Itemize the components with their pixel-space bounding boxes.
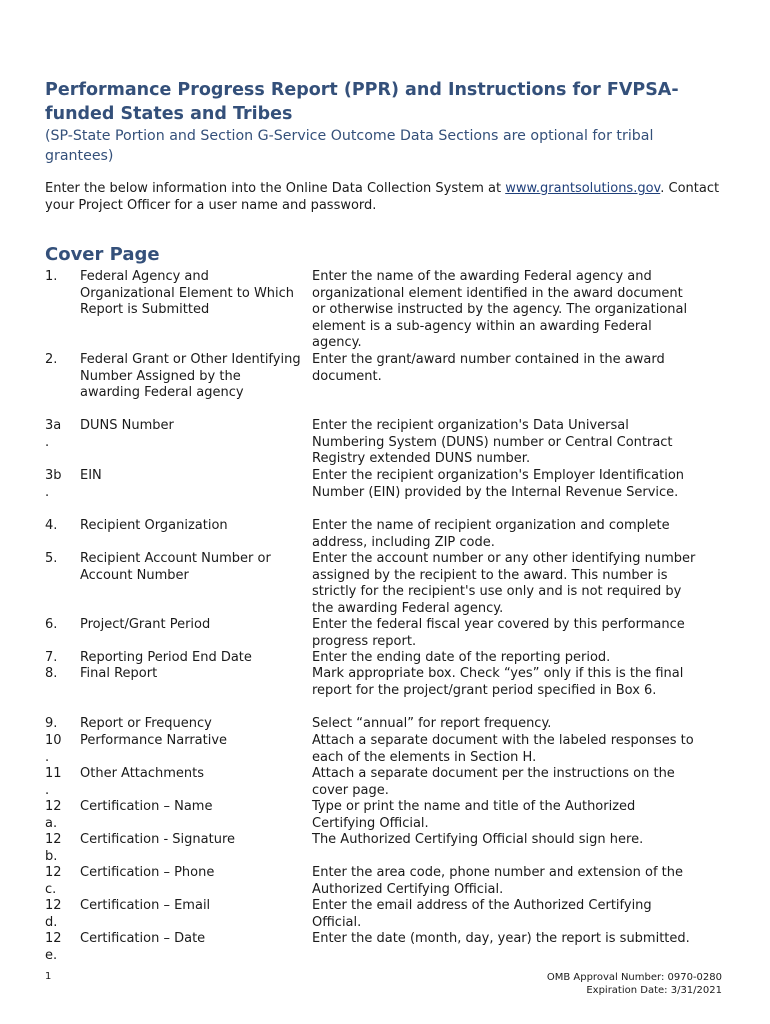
- field-instruction: Select “annual” for report frequency.: [312, 716, 552, 731]
- item-number: 8.: [45, 666, 58, 681]
- field-instruction: Attach a separate document per the instructions on the cover page.: [312, 766, 675, 798]
- field-instruction: Enter the name of recipient organization and complete address, including ZIP code.: [312, 518, 670, 550]
- item-number: 10 .: [45, 733, 62, 765]
- field-instruction: Enter the federal fiscal year covered by this performance progress report.: [312, 617, 685, 649]
- field-name: Performance Narrative: [80, 733, 228, 748]
- field-instruction: Enter the grant/award number contained in the award document.: [312, 352, 665, 384]
- item-number: 7.: [45, 650, 58, 665]
- field-instruction: Enter the recipient organization's Employer Identification Number (EIN) provided by the Internal Revenue Service.: [312, 468, 685, 500]
- field-instruction: Enter the name of the awarding Federal agency and organizational element identified in the award document or otherwise instructed by the agency. The organizational element is a sub-agency within an awarding Federal agency.: [312, 269, 688, 350]
- field-instruction: Enter the email address of the Authorized Certifying Official.: [312, 898, 652, 930]
- field-name: Recipient Account Number or Account Number: [80, 551, 271, 583]
- field-instruction: Enter the account number or any other identifying number assigned by the recipient to the award. This number is strictly for the recipient's use only and is not required by the awarding Federal agency.: [312, 551, 696, 616]
- item-number: 12 d.: [45, 898, 62, 930]
- omb-approval-number: OMB Approval Number: 0970-0280: [546, 972, 722, 983]
- item-number: 9.: [45, 716, 58, 731]
- intro-paragraph: [45, 180, 735, 214]
- item-number: 12 e.: [45, 931, 62, 963]
- field-name: Reporting Period End Date: [80, 650, 252, 665]
- field-instruction: Enter the recipient organization's Data Universal Numbering System (DUNS) number or Central Contract Registry extended DUNS number.: [312, 418, 673, 466]
- intro-text-before: Enter the below information into the Online Data Collection System at: [45, 181, 506, 196]
- document-subtitle: (SP-State Portion and Section G-Service Outcome Data Sections are optional for tribal grantees): [45, 128, 654, 164]
- field-instruction: Enter the date (month, day, year) the report is submitted.: [312, 931, 690, 946]
- page-number: 1: [45, 971, 52, 982]
- field-instruction: Attach a separate document with the labeled responses to each of the elements in Section H.: [312, 733, 694, 765]
- field-instruction: Enter the area code, phone number and extension of the Authorized Certifying Official.: [312, 865, 684, 897]
- field-instruction: Enter the ending date of the reporting period.: [312, 650, 611, 665]
- item-number: 3a .: [45, 418, 62, 450]
- item-number: 2.: [45, 352, 58, 367]
- field-name: Certification – Email: [80, 898, 211, 913]
- item-number: 12 b.: [45, 832, 62, 864]
- field-name: Project/Grant Period: [80, 617, 211, 632]
- item-number: 11 .: [45, 766, 62, 798]
- field-name: Certification – Phone: [80, 865, 215, 880]
- section-heading-cover-page: Cover Page: [45, 244, 160, 265]
- field-name: Recipient Organization: [80, 518, 228, 533]
- field-name: Final Report: [80, 666, 158, 681]
- field-instruction: The Authorized Certifying Official should sign here.: [312, 832, 644, 847]
- grantsolutions-link[interactable]: www.grantsolutions.gov: [505, 181, 661, 196]
- item-number: 1.: [45, 269, 58, 284]
- item-number: 3b .: [45, 468, 62, 500]
- item-number: 6.: [45, 617, 58, 632]
- field-name: Other Attachments: [80, 766, 205, 781]
- field-name: Certification – Date: [80, 931, 206, 946]
- document-title: Performance Progress Report (PPR) and Instructions for FVPSA-funded States and Tribes: [45, 80, 679, 124]
- item-number: 4.: [45, 518, 58, 533]
- omb-approval-footer: [547, 971, 722, 997]
- field-instruction: Type or print the name and title of the Authorized Certifying Official.: [312, 799, 636, 831]
- field-name: Certification – Name: [80, 799, 213, 814]
- field-name: EIN: [80, 468, 102, 483]
- intro-text-after: . Contact your Project Officer for a user name and password.: [45, 181, 720, 213]
- field-name: DUNS Number: [80, 418, 174, 433]
- field-name: Certification - Signature: [80, 832, 236, 847]
- item-number: 5.: [45, 551, 58, 566]
- item-number: 12 a.: [45, 799, 62, 831]
- expiration-date: Expiration Date: 3/31/2021: [586, 985, 722, 996]
- field-instruction: Mark appropriate box. Check “yes” only if this is the final report for the project/grant period specified in Box 6.: [312, 666, 684, 698]
- item-number: 12 c.: [45, 865, 62, 897]
- field-name: Federal Agency and Organizational Element to Which Report is Submitted: [80, 269, 295, 317]
- field-name: Federal Grant or Other Identifying Number Assigned by the awarding Federal agency: [80, 352, 301, 400]
- field-name: Report or Frequency: [80, 716, 212, 731]
